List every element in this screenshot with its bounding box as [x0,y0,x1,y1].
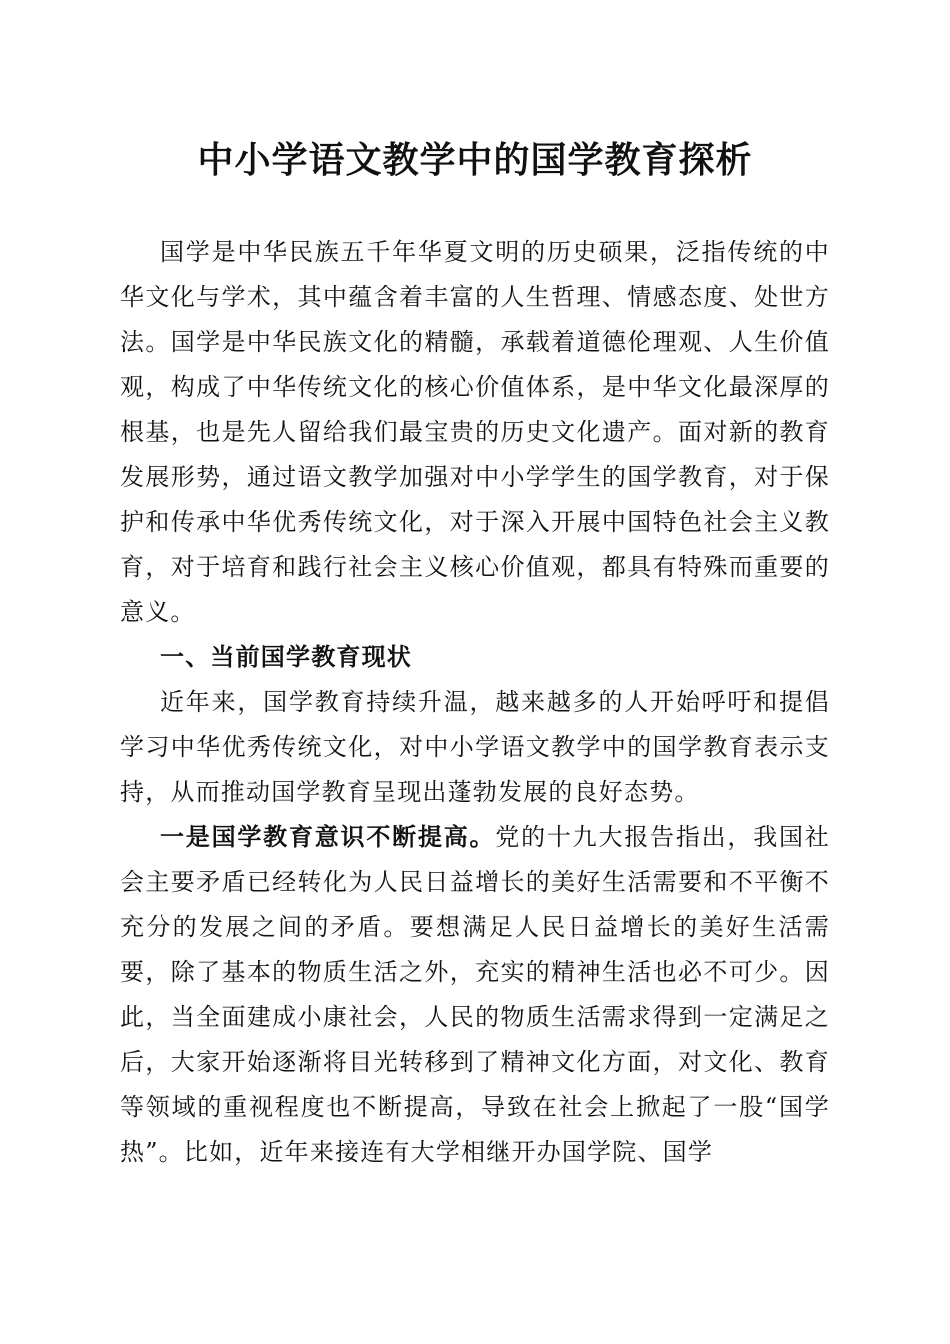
section-heading: 一、当前国学教育现状 [160,643,412,671]
section-paragraph: 近年来，国学教育持续升温，越来越多的人开始呼吁和提倡学习中华优秀传统文化，对中小学语文教学中的国学教育表示支持，从而推动国学教育呈现出蓬勃发展的良好态势。 [120,688,830,806]
document-title: 中小学语文教学中的国学教育探析 [197,139,753,181]
document-body [120,230,830,1175]
point-lead: 一是国学教育意识不断提高。 [160,823,496,851]
point-text: 党的十九大报告指出，我国社会主要矛盾已经转化为人民日益增长的美好生活需要和不平衡不充分的发展之间的矛盾。要想满足人民日益增长的美好生活需要，除了基本的物质生活之外，充实的精神生活也必不可少。因此，当全面建成小康社会，人民的物质生活需求得到一定满足之后，大家开始逐渐将目光转移到了精神文化方面，对文化、教育等领域的重视程度也不断提高，导致在社会上掀起了一股“国学热”。比如，近年来接连有大学相继开办国学院、国学 [120,823,830,1166]
intro-paragraph: 国学是中华民族五千年华夏文明的历史硕果，泛指传统的中华文化与学术，其中蕴含着丰富的人生哲理、情感态度、处世方法。国学是中华民族文化的精髓，承载着道德伦理观、人生价值观，构成了中华传统文化的核心价值体系，是中华文化最深厚的根基，也是先人留给我们最宝贵的历史文化遗产。面对新的教育发展形势，通过语文教学加强对中小学学生的国学教育，对于保护和传承中华优秀传统文化，对于深入开展中国特色社会主义教育，对于培育和践行社会主义核心价值观，都具有特殊而重要的意义。 [120,238,830,626]
point-paragraph [120,815,830,1175]
